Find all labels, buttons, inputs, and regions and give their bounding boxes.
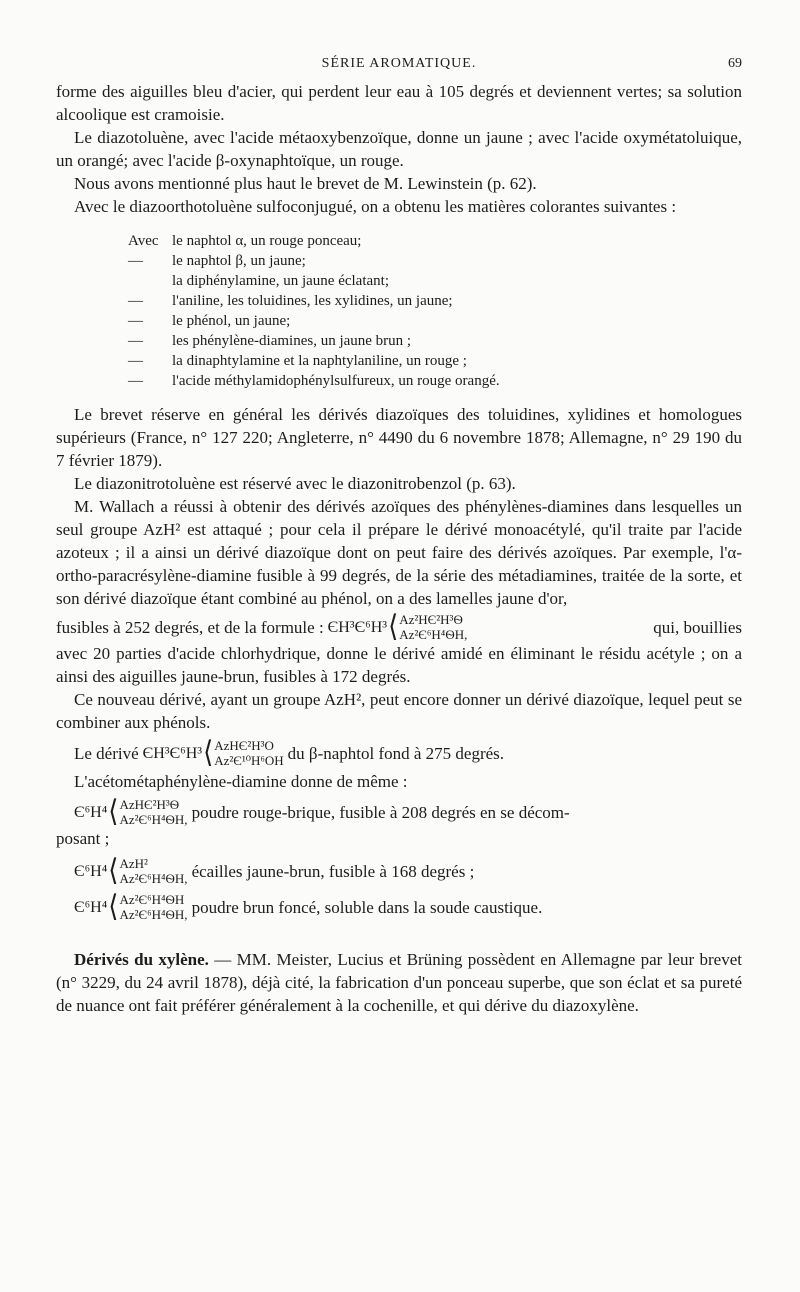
page-number: 69 [728,56,742,71]
chemical-formula: Є⁶H⁴ ⟨ AzH² Az²Є⁶H⁴ѲH, [74,853,188,888]
running-head [56,56,742,80]
section-heading: Dérivés du xylène. [74,950,209,969]
paragraph: Ce nouveau dérivé, ayant un groupe AzH², peut encore donner un dérivé diazoïque, lequel peut se combiner aux phénols. [56,690,742,732]
book-page [56,56,742,1017]
paragraph: L'acétométaphénylène-diamine donne de même : [74,772,408,791]
paragraph: forme des aiguilles bleu d'acier, qui perdent leur eau à 105 degrés et deviennent vertes; sa solution alcoolique est cramoisie. [56,82,742,124]
paragraph: avec 20 parties d'acide chlorhydrique, donne le dérivé amidé en éliminant le résidu acétyle ; on a ainsi des aiguilles jaune-brun, fusibles à 172 degrés. [56,644,742,686]
paragraph: Nous avons mentionné plus haut le brevet de M. Lewinstein (p. 62). [74,174,537,193]
list-item: la diphénylamine, un jaune éclatant; [172,273,390,289]
chemical-formula: Є⁶H⁴ ⟨ AzHЄ²H³Ѳ Az²Є⁶H⁴ѲH, [74,794,188,829]
bracket-glyph: ⟨ [108,853,119,888]
list-item: Avec le naphtol α, un rouge ponceau; [128,233,362,249]
paragraph: Le brevet réserve en général les dérivés diazoïques des toluidines, xylidines et homologues supérieurs (France, n° 127 220; Angleterre, n° 4490 du 6 novembre 1878; Allemagne, n° 29 190 du 7 février 1879). [56,405,742,470]
list-item: — le phénol, un jaune; [128,313,291,329]
list-item: — l'aniline, les toluidines, les xylidines, un jaune; [128,293,453,309]
formula-line: Є⁶H⁴ ⟨ AzH² Az²Є⁶H⁴ѲH, écailles jaune-brun, fusible à 168 degrés ; [74,853,475,888]
list-item: — l'acide méthylamidophénylsulfureux, un rouge orangé. [128,373,500,389]
paragraph: Le diazotoluène, avec l'acide métaoxybenzoïque, donne un jaune ; avec l'acide oxymétatoluique, un orangé; avec l'acide β-oxynaphtoïque, un rouge. [56,128,742,170]
paragraph: M. Wallach a réussi à obtenir des dérivés azoïques des phénylènes-diamines dans lesquelles un seul groupe AzH² est attaqué ; pour cela il prépare le dérivé monoacétylé, qu'il traite par l'acide azoteux ; il a ainsi un dérivé diazoïque dont on peut faire des dérivés azoïques. Par exemple, l'α-ortho-paracrésylène-diamine fusible à 99 degrés, de la série des métadiamines, traitée de la sorte, et son dérivé diazoïque étant combiné au phénol, on a des lamelles jaune d'or, [56,497,742,608]
formula-line: Є⁶H⁴ ⟨ AzHЄ²H³Ѳ Az²Є⁶H⁴ѲH, poudre rouge-brique, fusible à 208 degrés en se décom- [74,794,570,829]
list-item: — le naphtol β, un jaune; [128,253,306,269]
paragraph: posant ; [56,829,110,848]
running-head-title: SÉRIE AROMATIQUE. [321,56,477,71]
bracket-glyph: ⟨ [108,794,119,829]
colorant-list [128,231,742,391]
bracket-glyph: ⟨ [203,735,214,770]
bracket-glyph: ⟨ [388,609,399,644]
formula-line: Є⁶H⁴ ⟨ Az²Є⁶H⁴ѲH Az²Є⁶H⁴ѲH, poudre brun foncé, soluble dans la soude caustique. [74,889,543,924]
chemical-formula: ЄH³Є⁶H³ ⟨ Az²HЄ²H³Ѳ Az²Є⁶H⁴ѲH, [327,609,468,644]
chemical-formula: ЄH³Є⁶H³ ⟨ AzHЄ²H³O Az²Є¹⁰H⁶OH [142,735,284,770]
paragraph: Le diazonitrotoluène est réservé avec le diazonitrobenzol (p. 63). [74,474,516,493]
list-item: — la dinaphtylamine et la naphtylaniline, un rouge ; [128,353,467,369]
formula-line: fusibles à 252 degrés, et de la formule : ЄH³Є⁶H³ ⟨ Az²HЄ²H³Ѳ Az²Є⁶H⁴ѲH, qui, bouillies [56,609,742,644]
paragraph: Avec le diazoorthotoluène sulfoconjugué, on a obtenu les matières colorantes suivantes : [74,197,677,216]
formula-line: Le dérivé ЄH³Є⁶H³ ⟨ AzHЄ²H³O Az²Є¹⁰H⁶OH du β-naphtol fond à 275 degrés. [74,735,505,770]
paragraph: Dérivés du xylène. — MM. Meister, Lucius et Brüning possèdent en Allemagne par leur brevet (n° 3229, du 24 avril 1878), déjà cité, la fabrication d'un ponceau superbe, que son éclat et sa pureté de nuance ont fait préférer généralement à la cochenille, et qui dérive du diazoxylène. [56,950,742,1015]
list-item: — les phénylène-diamines, un jaune brun ; [128,333,412,349]
bracket-glyph: ⟨ [108,889,119,924]
chemical-formula: Є⁶H⁴ ⟨ Az²Є⁶H⁴ѲH Az²Є⁶H⁴ѲH, [74,889,188,924]
